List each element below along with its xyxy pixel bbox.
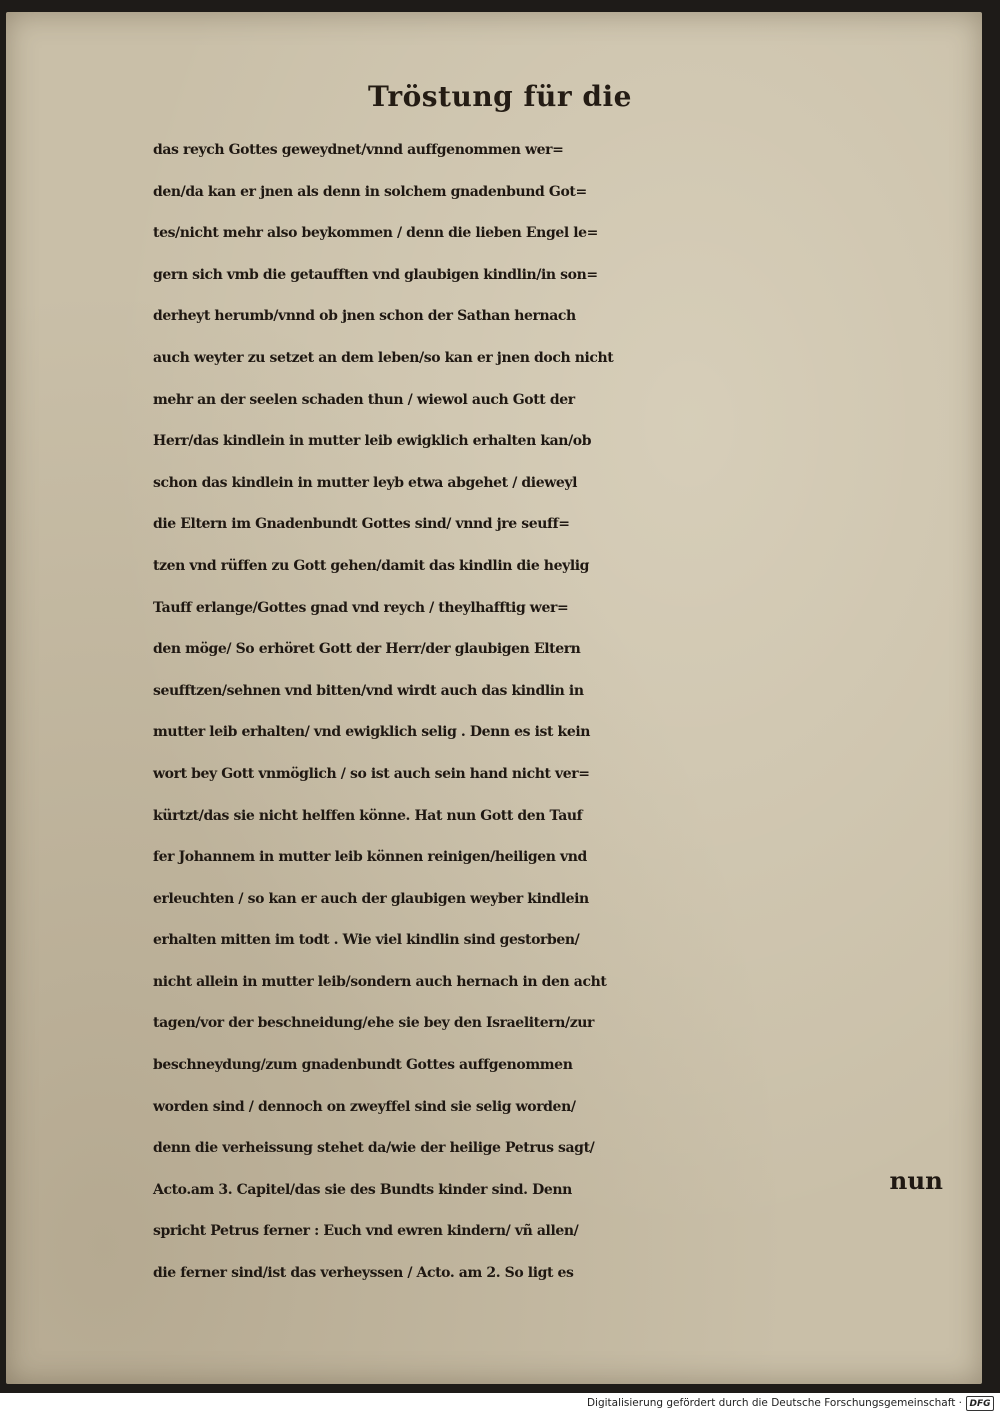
text-line: schon das kindlein in mutter leyb etwa abgehet / dieweyl bbox=[153, 474, 578, 491]
dfg-logo: DFG bbox=[966, 1396, 994, 1411]
text-line: worden sind / dennoch on zweyffel sind sie selig worden/ bbox=[153, 1098, 576, 1115]
text-line: wort bey Gott vnmöglich / so ist auch sein hand nicht ver= bbox=[153, 765, 590, 782]
text-line: auch weyter zu setzet an dem leben/so kan er jnen doch nicht bbox=[153, 349, 614, 366]
text-line: den/da kan er jnen als denn in solchem gnadenbund Got= bbox=[153, 183, 587, 200]
text-line: beschneydung/zum gnadenbundt Gottes auffgenommen bbox=[153, 1057, 573, 1074]
text-line: Acto.am 3. Capitel/das sie des Bundts kinder sind. Denn bbox=[153, 1181, 572, 1198]
text-line: das reych Gottes geweydnet/vnnd auffgenommen wer= bbox=[153, 142, 564, 158]
funding-credit: Digitalisierung gefördert durch die Deutsche Forschungsgemeinschaft · bbox=[586, 1397, 962, 1409]
text-line: erleuchten / so kan er auch der glaubigen weyber kindlein bbox=[153, 890, 589, 907]
text-line: tzen vnd rüffen zu Gott gehen/damit das kindlin die heylig bbox=[153, 557, 590, 574]
text-line: seufftzen/sehnen vnd bitten/vnd wirdt auch das kindlin in bbox=[153, 682, 584, 699]
text-line: derheyt herumb/vnnd ob jnen schon der Sathan hernach bbox=[153, 308, 576, 325]
catchword: nun bbox=[889, 1166, 943, 1195]
text-line: die ferner sind/ist das verheyssen / Acto. am 2. So ligt es bbox=[153, 1265, 574, 1282]
text-line: mutter leib erhalten/ vnd ewigklich selig . Denn es ist kein bbox=[153, 724, 591, 741]
running-head: Tröstung für die bbox=[368, 80, 632, 113]
text-line: nicht allein in mutter leib/sondern auch hernach in den acht bbox=[153, 973, 607, 990]
text-line: denn die verheissung stehet da/wie der heilige Petrus sagt/ bbox=[153, 1140, 595, 1157]
footer-bar bbox=[0, 1393, 1000, 1416]
text-line: spricht Petrus ferner : Euch vnd ewren kindern/ vñ allen/ bbox=[153, 1223, 579, 1240]
text-line: kürtzt/das sie nicht helffen könne. Hat nun Gott den Tauf bbox=[153, 807, 583, 824]
text-line: Herr/das kindlein in mutter leib ewigklich erhalten kan/ob bbox=[153, 433, 592, 450]
text-block bbox=[153, 130, 963, 1295]
text-line: tagen/vor der beschneidung/ehe sie bey den Israelitern/zur bbox=[153, 1015, 595, 1032]
text-line: den möge/ So erhöret Gott der Herr/der glaubigen Eltern bbox=[153, 641, 581, 658]
text-line: mehr an der seelen schaden thun / wiewol auch Gott der bbox=[153, 391, 575, 408]
text-line: erhalten mitten im todt . Wie viel kindlin sind gestorben/ bbox=[153, 932, 580, 949]
text-line: die Eltern im Gnadenbundt Gottes sind/ vnnd jre seuff= bbox=[153, 516, 570, 533]
text-line: Tauff erlange/Gottes gnad vnd reych / theylhafftig wer= bbox=[153, 599, 569, 616]
text-line: gern sich vmb die getaufften vnd glaubigen kindlin/in son= bbox=[153, 266, 598, 283]
text-line: fer Johannem in mutter leib können reinigen/heiligen vnd bbox=[153, 849, 587, 866]
text-line: tes/nicht mehr also beykommen / denn die lieben Engel le= bbox=[153, 225, 598, 242]
